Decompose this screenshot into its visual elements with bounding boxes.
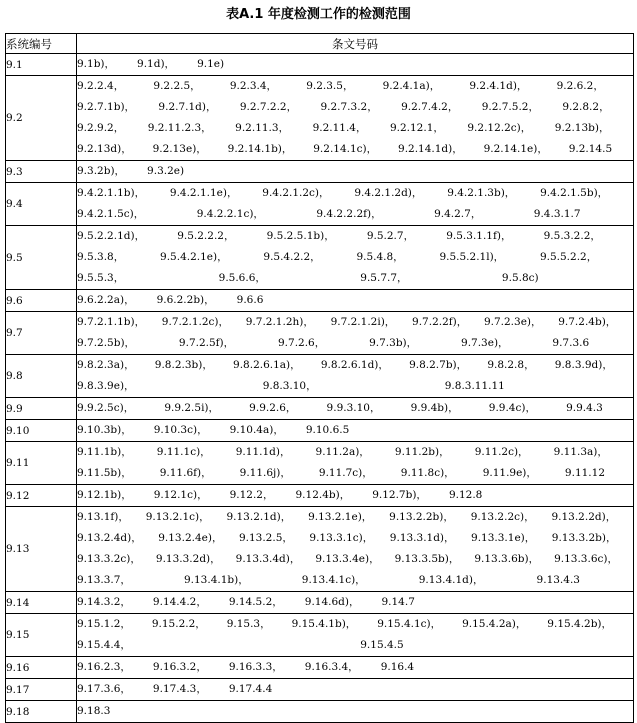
clause-number: 9.5.8c) [501,272,539,284]
clause-number: 9.13.3.6c)， [554,553,618,565]
clause-number: 9.2.7.2.2， [239,101,298,113]
clause-numbers-cell [77,312,634,355]
clause-number: 9.5.4.2.1e)， [160,251,228,263]
clause-number: 9.16.3.4， [304,661,359,673]
table-body [6,54,634,723]
clause-numbers-cell [77,226,634,290]
clause-number: 9.18.3 [77,705,111,717]
clause-line [77,333,633,354]
clause-number: 9.7.2.1.2h)， [245,316,314,328]
system-number-cell: 9.15 [6,614,77,657]
clause-number: 9.5.3.8， [77,251,125,263]
clause-numbers-cell [77,592,634,614]
clause-number: 9.7.2.6， [278,337,326,349]
clause-number: 9.13.4.1b)， [183,574,249,586]
clause-number: 9.5.3.2.2， [543,230,601,242]
clause-number: 9.13.2.1d)， [226,511,292,523]
clause-number: 9.5.3.1.1f)， [446,230,512,242]
clause-number: 9.15.3， [226,618,271,630]
clause-number: 9.4.2.1.1e)， [169,187,238,199]
clause-number: 9.7.2.1.1b)， [77,316,146,328]
clause-number: 9.2.7.1b)， [77,101,136,113]
clause-numbers-cell [77,355,634,398]
clause-line [77,76,633,97]
system-number-cell: 9.12 [6,485,77,507]
clause-numbers-cell [77,614,634,657]
clause-number: 9.2.14.1d)， [398,143,463,155]
clause-number: 9.16.2.3， [77,661,131,673]
clause-number: 9.13.3.6b)， [474,553,540,565]
header-system-number: 系统编号 [6,34,77,54]
clause-number: 9.2.7.4.2， [401,101,459,113]
clause-number: 9.10.6.5 [305,424,350,436]
clause-number: 9.5.2.2.1d)， [77,230,146,242]
table-row [6,614,634,657]
clause-number: 9.6.2.2b)， [156,294,215,306]
clause-line [77,463,633,484]
clause-number: 9.4.2.1.2d)， [354,187,423,199]
clause-line [77,592,633,613]
clause-numbers-cell [77,679,634,701]
clause-number: 9.13.2.4e)， [158,532,223,544]
clause-number: 9.2.14.1b)， [227,143,293,155]
clause-number: 9.7.2.5f)， [178,337,235,349]
clause-number: 9.8.2.7b)， [409,359,468,371]
clause-number: 9.2.12.1， [389,122,444,134]
clause-line [77,183,633,204]
table-row [6,355,634,398]
table-row [6,54,634,76]
clause-line [77,312,633,333]
clause-number: 9.11.7c)， [318,467,373,479]
clause-numbers-cell [77,398,634,420]
clause-numbers-cell [77,507,634,592]
clause-number: 9.15.4.1c)， [377,618,442,630]
clause-number: 9.16.3.2， [152,661,207,673]
clause-number: 9.2.4.1a)， [382,80,441,92]
clause-number: 9.15.1.2， [77,618,131,630]
table-row [6,420,634,442]
clause-number: 9.16.4 [380,661,415,673]
clause-number: 9.2.8.2， [562,101,610,113]
clause-number: 9.13.2.2b)， [389,511,454,523]
clause-number: 9.6.2.2a)， [77,294,135,306]
clause-number: 9.7.2.5b)， [77,337,136,349]
clause-number: 9.7.3.6 [552,337,590,349]
clause-line [77,226,633,247]
clause-number: 9.2.4.1d)， [469,80,528,92]
system-number-cell: 9.9 [6,398,77,420]
clause-number: 9.13.2.2c)， [470,511,535,523]
clause-number: 9.9.2.5c)， [77,402,135,414]
system-number-cell: 9.10 [6,420,77,442]
table-title: 表A.1 年度检测工作的检测范围 [226,7,411,22]
clause-number: 9.15.4.5 [360,639,404,651]
clause-number: 9.4.3.1.7 [533,208,581,220]
clause-number: 9.4.2.2.1c)， [196,208,264,220]
clause-number: 9.5.2.5.1b)， [266,230,335,242]
clause-number: 9.17.4.4 [228,683,273,695]
table-row [6,226,634,290]
clause-number: 9.12.2， [229,489,274,501]
clause-number: 9.8.2.3b)， [154,359,213,371]
clause-number: 9.4.2.7， [434,208,482,220]
clause-number: 9.2.2.5， [153,80,201,92]
clause-number: 9.11.6j)， [239,467,291,479]
clause-number: 9.15.4.4， [77,639,131,651]
clause-number: 9.11.2b)， [394,446,450,458]
clause-number: 9.11.1c)， [156,446,211,458]
clause-number: 9.15.4.2a)， [462,618,527,630]
clause-number: 9.2.6.2， [556,80,604,92]
clause-number: 9.11.1b)， [77,446,132,458]
clause-number: 9.4.2.2.2f)， [316,208,382,220]
clause-number: 9.8.3.9e)， [77,380,135,392]
clause-number: 9.5.5.2.1l)， [439,251,505,263]
clause-number: 9.4.2.1.2c)， [262,187,330,199]
clause-number: 9.8.3.10， [262,380,317,392]
clause-number: 9.11.6f)， [159,467,212,479]
clause-number: 9.2.11.4， [312,122,367,134]
system-number-cell: 9.13 [6,507,77,592]
clause-number: 9.13.3.4e)， [315,553,380,565]
clause-number: 9.1e) [197,58,225,70]
clause-number: 9.2.7.3.2， [320,101,378,113]
clause-numbers-cell [77,54,634,76]
clause-number: 9.7.2.3e)， [483,316,542,328]
clause-number: 9.2.3.5， [306,80,354,92]
clause-number: 9.9.2.6， [249,402,297,414]
clause-number: 9.12.1c)， [153,489,208,501]
table-row [6,701,634,723]
clause-number: 9.8.2.6.1d)， [320,359,389,371]
clause-number: 9.12.4b)， [295,489,351,501]
table-row [6,161,634,183]
table-row [6,183,634,226]
clause-number: 9.13.1f)， [77,511,129,523]
clause-line [77,290,633,311]
clause-number: 9.13.3.7， [77,574,131,586]
clause-number: 9.13.3.2b)， [551,532,617,544]
clause-number: 9.13.4.1c)， [301,574,366,586]
clause-line [77,161,633,182]
clause-line [77,485,633,506]
system-number-cell: 9.18 [6,701,77,723]
clause-numbers-cell [77,183,634,226]
clause-number: 9.4.2.1.5b)， [540,187,609,199]
header-clause-numbers: 条文号码 [77,34,634,54]
clause-number: 9.3.2b)， [77,165,126,177]
table-row [6,485,634,507]
clause-line [77,528,633,549]
clause-number: 9.6.6 [236,294,264,306]
clause-number: 9.10.3b)， [77,424,132,436]
clause-number: 9.1b)， [77,58,116,70]
clause-line [77,570,633,591]
clause-numbers-cell [77,485,634,507]
clause-number: 9.2.7.5.2， [481,101,539,113]
clause-number: 9.12.8 [448,489,483,501]
clause-number: 9.2.14.5 [568,143,613,155]
table-header-row [6,34,634,54]
clause-number: 9.4.2.1.5c)， [77,208,145,220]
clause-number: 9.10.3c)， [153,424,208,436]
clause-number: 9.11.2a)， [315,446,370,458]
clause-number: 9.2.14.1e)， [483,143,548,155]
table-row [6,442,634,485]
system-number-cell: 9.2 [6,76,77,161]
clause-line [77,635,633,656]
clause-line [77,118,633,139]
clause-number: 9.11.5b)， [77,467,132,479]
clause-number: 9.7.3b)， [369,337,418,349]
clause-number: 9.2.13d)， [77,143,132,155]
clause-number: 9.3.2e) [147,165,185,177]
clause-number: 9.4.2.1.3b)， [447,187,516,199]
table-row [6,657,634,679]
clause-line [77,420,633,441]
clause-numbers-cell [77,657,634,679]
clause-number: 9.7.2.2f)， [412,316,468,328]
system-number-cell: 9.1 [6,54,77,76]
inspection-scope-table [5,33,634,723]
clause-number: 9.14.3.2， [77,596,131,608]
clause-number: 9.14.5.2， [228,596,283,608]
clause-number: 9.8.3.9d)， [554,359,613,371]
table-row [6,507,634,592]
system-number-cell: 9.3 [6,161,77,183]
clause-number: 9.5.5.3， [77,272,125,284]
clause-number: 9.13.3.1c)， [309,532,374,544]
clause-number: 9.13.2.5， [238,532,293,544]
clause-number: 9.13.3.1d)， [389,532,455,544]
clause-number: 9.2.2.4， [77,80,125,92]
system-number-cell: 9.8 [6,355,77,398]
table-row [6,312,634,355]
clause-number: 9.13.2.4d)， [77,532,142,544]
clause-line [77,54,633,75]
clause-number: 9.15.2.2， [151,618,206,630]
clause-number: 9.8.2.3a)， [77,359,135,371]
clause-number: 9.9.4.3 [566,402,603,414]
clause-number: 9.12.1b)， [77,489,132,501]
clause-line [77,376,633,397]
clause-number: 9.7.2.1.2i)， [330,316,396,328]
clause-line [77,97,633,118]
clause-number: 9.13.3.1e)， [471,532,536,544]
clause-number: 9.7.2.4b)， [558,316,617,328]
clause-number: 9.13.4.3 [536,574,580,586]
table-row [6,398,634,420]
clause-number: 9.4.2.1.1b)， [77,187,146,199]
system-number-cell: 9.14 [6,592,77,614]
clause-number: 9.12.7b)， [372,489,427,501]
clause-number: 9.9.4b)， [410,402,459,414]
system-number-cell: 9.4 [6,183,77,226]
clause-number: 9.13.4.1d)， [418,574,484,586]
clause-number: 9.5.5.2.2， [539,251,598,263]
system-number-cell: 9.5 [6,226,77,290]
clause-line [77,442,633,463]
clause-number: 9.2.9.2， [77,122,125,134]
table-row [6,592,634,614]
clause-line [77,549,633,570]
clause-line [77,657,633,678]
clause-numbers-cell [77,701,634,723]
table-row [6,679,634,701]
clause-number: 9.15.4.2b)， [547,618,613,630]
clause-numbers-cell [77,161,634,183]
system-number-cell: 9.11 [6,442,77,485]
clause-number: 9.2.11.2.3， [147,122,212,134]
clause-number: 9.2.13b)， [554,122,610,134]
clause-number: 9.11.8c)， [400,467,455,479]
clause-number: 9.13.2.1e)， [308,511,373,523]
clause-line [77,679,633,700]
clause-number: 9.9.2.5i)， [164,402,220,414]
clause-number: 9.13.3.2c)， [77,553,141,565]
clause-numbers-cell [77,290,634,312]
clause-number: 9.7.2.1.2c)， [161,316,230,328]
clause-number: 9.17.4.3， [152,683,207,695]
clause-number: 9.11.12 [564,467,605,479]
clause-numbers-cell [77,442,634,485]
clause-numbers-cell [77,420,634,442]
clause-number: 9.5.2.2.2， [177,230,235,242]
clause-number: 9.8.2.8， [487,359,535,371]
clause-number: 9.11.1d)， [235,446,291,458]
clause-number: 9.2.11.3， [235,122,290,134]
clause-line [77,398,633,419]
clause-line [77,701,633,722]
system-number-cell: 9.16 [6,657,77,679]
clause-number: 9.10.4a)， [229,424,284,436]
clause-number: 9.14.7 [381,596,415,608]
clause-number: 9.14.6d)， [304,596,360,608]
clause-number: 9.1d)， [137,58,176,70]
clause-line [77,204,633,225]
clause-number: 9.17.3.6， [77,683,131,695]
table-row [6,76,634,161]
clause-number: 9.11.9e)， [482,467,537,479]
clause-line [77,507,633,528]
clause-line [77,355,633,376]
clause-number: 9.9.4c)， [488,402,536,414]
clause-line [77,268,633,289]
clause-number: 9.2.12.2c)， [467,122,532,134]
clause-number: 9.11.3a)， [553,446,608,458]
clause-number: 9.2.14.1c)， [313,143,378,155]
clause-numbers-cell [77,76,634,161]
table-row [6,290,634,312]
clause-number: 9.13.3.2d)， [155,553,221,565]
clause-number: 9.8.2.6.1a)， [233,359,301,371]
system-number-cell: 9.17 [6,679,77,701]
clause-number: 9.9.3.10， [326,402,381,414]
clause-line [77,614,633,635]
clause-number: 9.5.7.7， [360,272,408,284]
clause-number: 9.8.3.11.11 [444,380,505,392]
system-number-cell: 9.6 [6,290,77,312]
clause-number: 9.16.3.3， [228,661,283,673]
clause-number: 9.11.2c)， [474,446,529,458]
clause-number: 9.5.4.2.2， [263,251,321,263]
clause-line [77,247,633,268]
clause-number: 9.15.4.1b)， [291,618,357,630]
clause-number: 9.13.2.2d)， [551,511,617,523]
clause-number: 9.2.13e)， [152,143,207,155]
clause-number: 9.7.3e)， [461,337,509,349]
system-number-cell: 9.7 [6,312,77,355]
clause-number: 9.5.2.7， [366,230,415,242]
clause-number: 9.14.4.2， [152,596,207,608]
clause-number: 9.13.3.5b)， [394,553,460,565]
clause-line [77,139,633,160]
clause-number: 9.2.7.1d)， [158,101,217,113]
clause-number: 9.13.2.1c)， [145,511,210,523]
clause-number: 9.2.3.4， [229,80,278,92]
clause-number: 9.13.3.4d)， [235,553,301,565]
clause-number: 9.5.6.6， [218,272,266,284]
clause-number: 9.5.4.8， [356,251,404,263]
